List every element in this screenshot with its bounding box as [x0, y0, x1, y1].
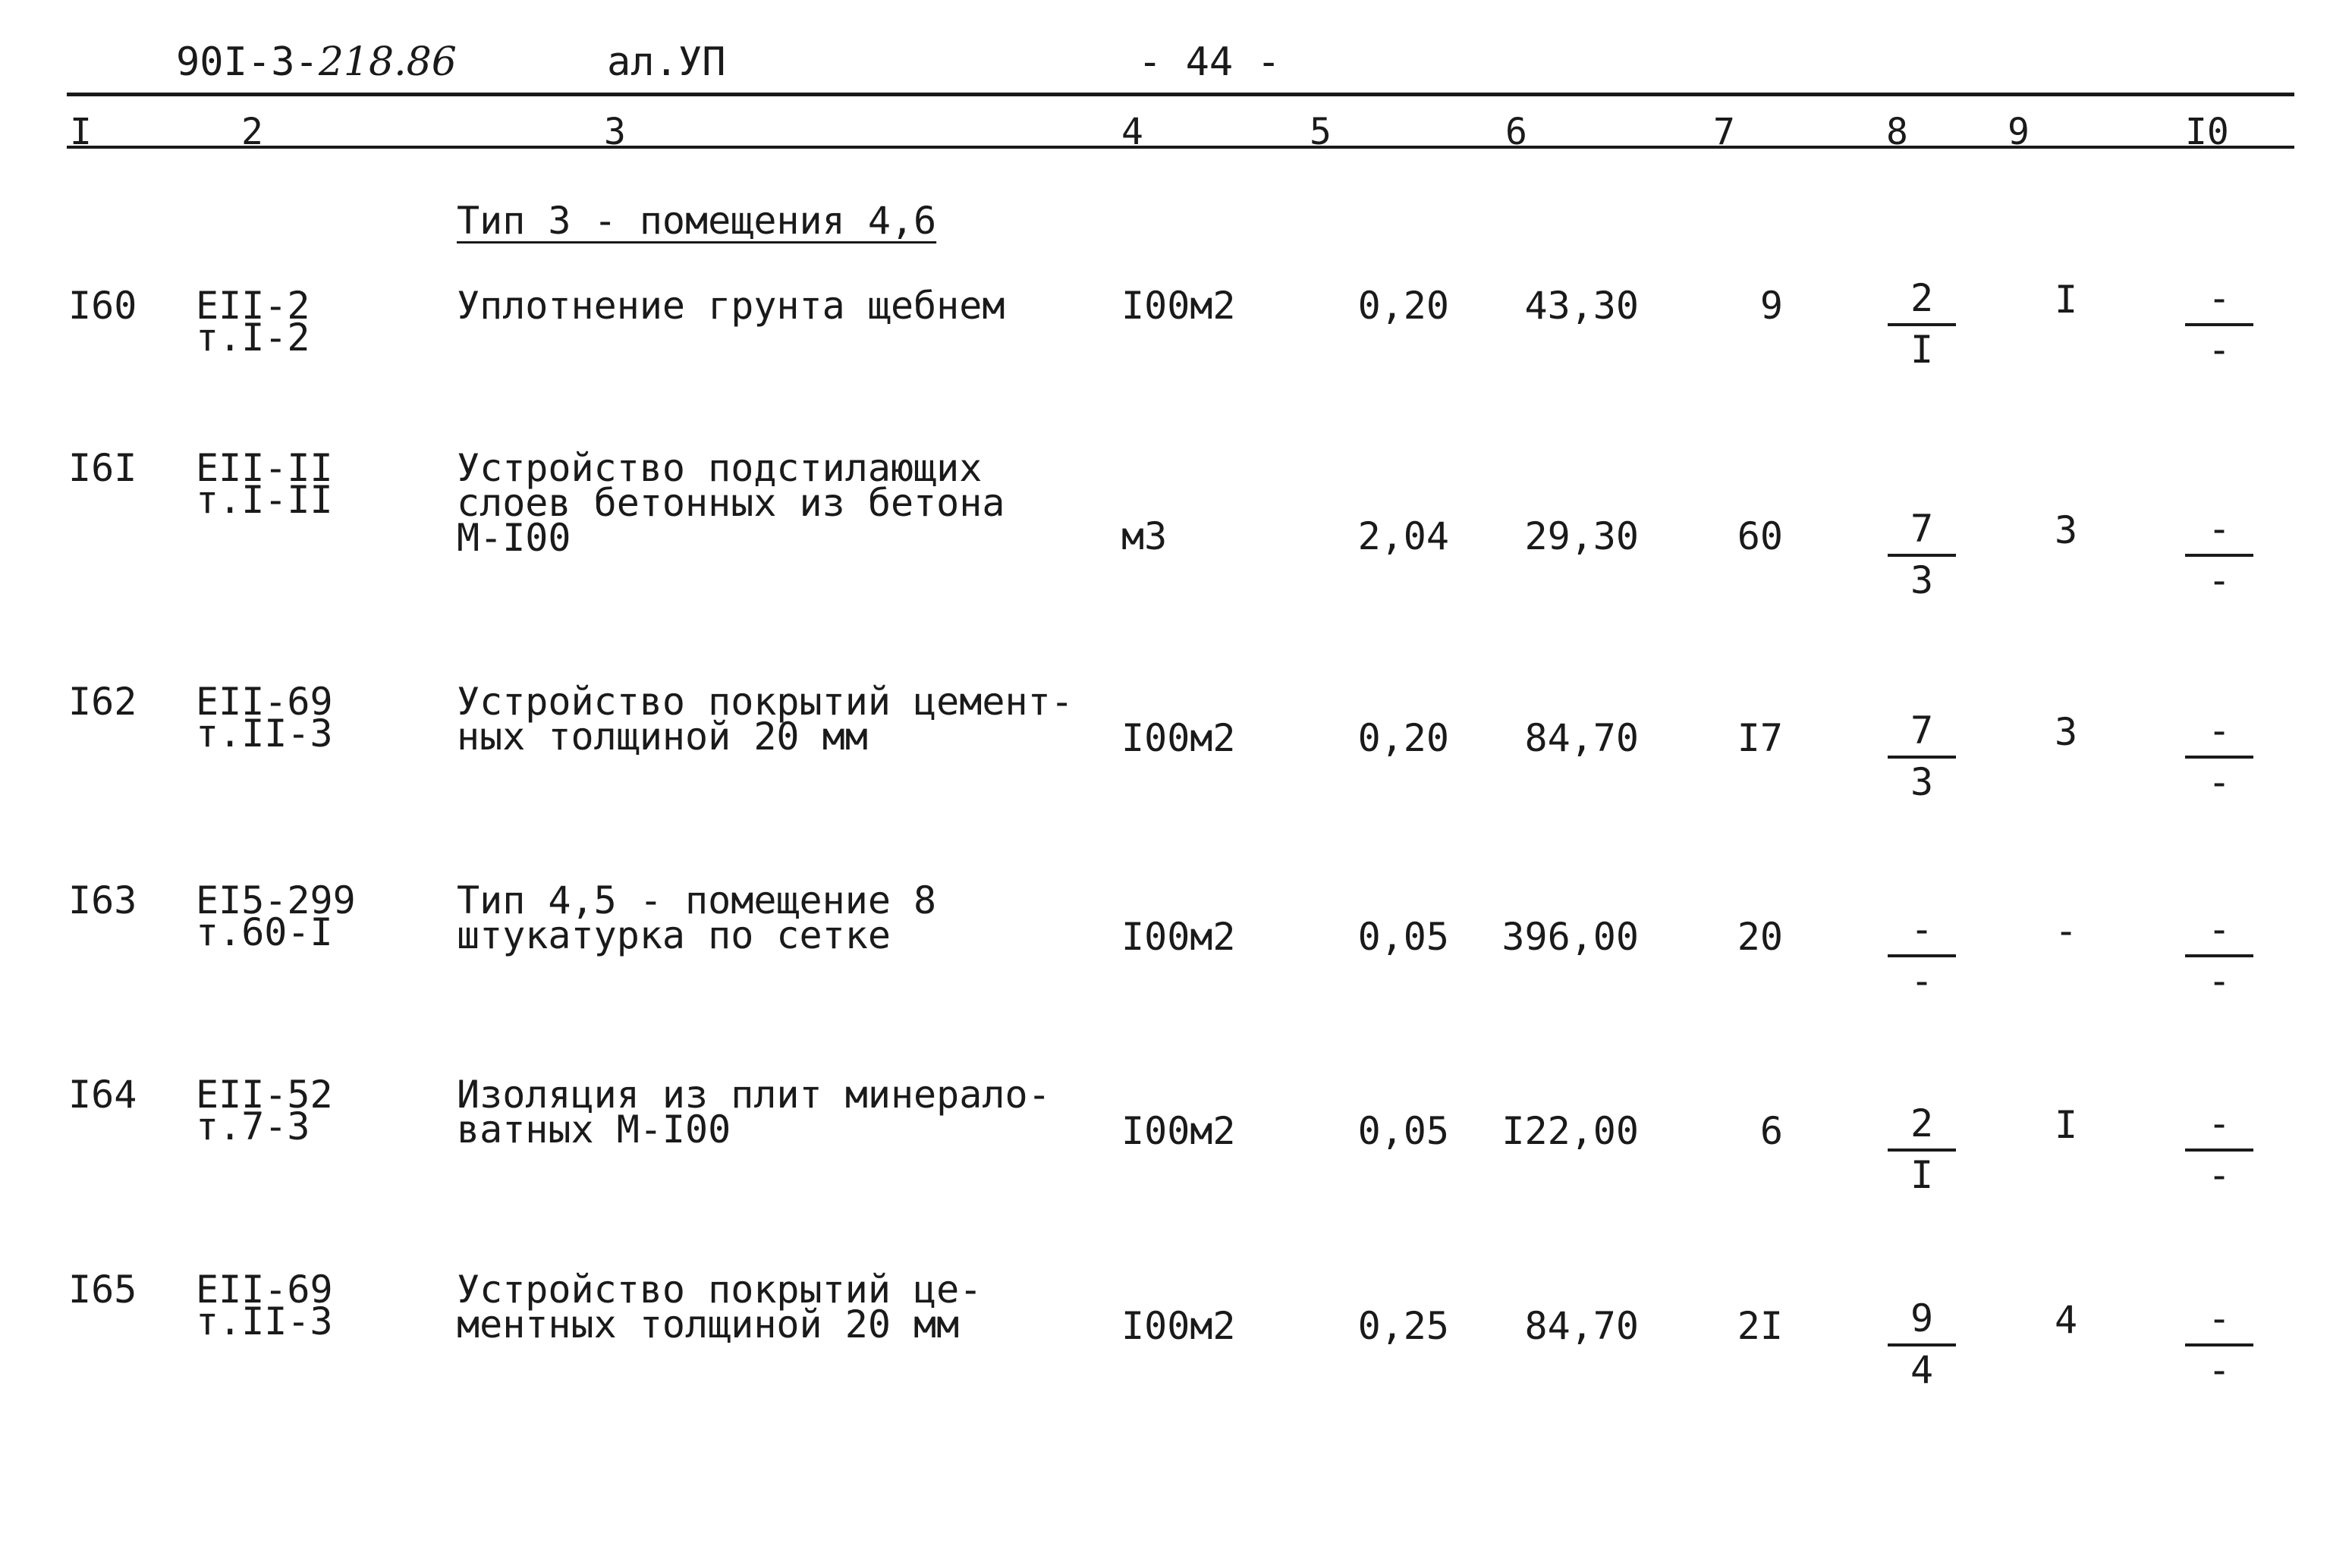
unit-price: I22,00 — [1501, 1109, 1639, 1153]
column-number-8: 8 — [1886, 111, 1908, 153]
fraction-denominator: 4 — [1910, 1348, 1934, 1392]
column-number-3: 3 — [604, 111, 626, 153]
column-9-value: - — [2055, 909, 2078, 953]
column-7-value: 9 — [1759, 284, 1783, 328]
fraction-bar — [1888, 1149, 1956, 1152]
unit-price: 43,30 — [1524, 284, 1639, 328]
column-8-fraction — [1888, 507, 1956, 602]
unit-of-measure: м3 — [1121, 514, 1168, 558]
column-9-value: I — [2055, 278, 2078, 322]
header-bottom-rule — [67, 146, 2294, 149]
fraction-numerator: 2 — [1910, 276, 1934, 320]
unit-of-measure: I00м2 — [1121, 1109, 1236, 1153]
work-description-line: слоев бетонных из бетона — [457, 481, 1005, 525]
quantity: 0,05 — [1357, 1109, 1449, 1153]
rate-code: EII-52 — [196, 1073, 333, 1117]
column-number-10: I0 — [2185, 111, 2229, 153]
column-7-value: 60 — [1737, 514, 1783, 558]
rate-table-ref: т.7-3 — [196, 1105, 310, 1149]
work-description-line: Устройство покрытий цемент- — [457, 680, 1074, 724]
unit-price: 29,30 — [1524, 514, 1639, 558]
unit-of-measure: I00м2 — [1121, 915, 1236, 959]
work-description-line: Устройство подстилающих — [457, 446, 983, 490]
unit-of-measure: I00м2 — [1121, 284, 1236, 328]
work-description-line: ватных М-I00 — [457, 1108, 731, 1152]
rate-code: EII-69 — [196, 1268, 333, 1312]
fraction-numerator: 2 — [1910, 1101, 1934, 1145]
column-10-fraction — [2185, 276, 2253, 372]
column-9-value: 4 — [2055, 1298, 2078, 1342]
quantity: 0,05 — [1357, 915, 1449, 959]
fraction-numerator: - — [2207, 709, 2231, 753]
unit-price: 84,70 — [1524, 1304, 1639, 1348]
column-9-value: 3 — [2055, 710, 2078, 754]
work-description-line: ных толщиной 20 мм — [457, 715, 868, 759]
column-number-4: 4 — [1121, 111, 1143, 153]
column-10-fraction — [2185, 709, 2253, 804]
column-8-fraction — [1888, 1296, 1956, 1392]
fraction-numerator: - — [2207, 276, 2231, 320]
fraction-bar — [1888, 554, 1956, 557]
column-8-fraction — [1888, 907, 1956, 1003]
column-number-1: I — [70, 111, 92, 153]
fraction-denominator: - — [2207, 1153, 2231, 1197]
fraction-denominator: - — [2207, 558, 2231, 602]
column-8-fraction — [1888, 1101, 1956, 1197]
fraction-numerator: - — [2207, 507, 2231, 551]
fraction-numerator: - — [2207, 1101, 2231, 1145]
rate-table-ref: т.I-2 — [196, 316, 310, 360]
row-number: I65 — [68, 1268, 137, 1312]
quantity: 0,25 — [1357, 1304, 1449, 1348]
work-description-line: Устройство покрытий це- — [457, 1268, 983, 1312]
fraction-bar — [1888, 756, 1956, 759]
header-top-rule — [67, 93, 2294, 96]
row-number: I60 — [68, 284, 137, 328]
work-description-line: ментных толщиной 20 мм — [457, 1302, 960, 1346]
column-10-fraction — [2185, 507, 2253, 602]
fraction-numerator: 7 — [1910, 709, 1934, 753]
work-description-line: Тип 4,5 - помещение 8 — [457, 878, 937, 922]
fraction-bar — [1888, 1343, 1956, 1346]
rate-table-ref: т.60-I — [196, 910, 333, 954]
work-description-line: Уплотнение грунта щебнем — [457, 284, 1005, 328]
rate-table-ref: т.II-3 — [196, 712, 333, 756]
quantity: 2,04 — [1357, 514, 1449, 558]
fraction-denominator: - — [2207, 328, 2231, 372]
column-10-fraction — [2185, 1101, 2253, 1197]
unit-price: 84,70 — [1524, 716, 1639, 760]
fraction-bar — [2185, 1149, 2253, 1152]
work-description-line: М-I00 — [457, 516, 571, 560]
fraction-bar — [2185, 954, 2253, 957]
column-10-fraction — [2185, 1296, 2253, 1392]
row-number: I64 — [68, 1073, 137, 1117]
column-number-5: 5 — [1310, 111, 1332, 153]
document-code — [176, 39, 457, 85]
row-number: I62 — [68, 680, 137, 724]
fraction-numerator: - — [2207, 1296, 2231, 1340]
fraction-denominator: - — [2207, 1348, 2231, 1392]
fraction-denominator: - — [2207, 760, 2231, 804]
row-number: I63 — [68, 878, 137, 922]
rate-code: EI5-299 — [196, 878, 356, 922]
column-9-value: I — [2055, 1103, 2078, 1147]
rate-table-ref: т.I-II — [196, 478, 333, 522]
section-title: Тип 3 - помещения 4,6 — [457, 199, 937, 243]
column-9-value: 3 — [2055, 508, 2078, 552]
rate-table-ref: т.II-3 — [196, 1299, 333, 1343]
quantity: 0,20 — [1357, 716, 1449, 760]
column-number-2: 2 — [241, 111, 263, 153]
fraction-bar — [2185, 554, 2253, 557]
fraction-denominator: I — [1910, 1153, 1934, 1197]
rate-code: EII-2 — [196, 284, 310, 328]
document-code-printed: 90I-3- — [176, 39, 319, 85]
fraction-numerator: 7 — [1910, 507, 1934, 551]
fraction-denominator: 3 — [1910, 760, 1934, 804]
fraction-bar — [2185, 756, 2253, 759]
column-number-7: 7 — [1713, 111, 1735, 153]
unit-of-measure: I00м2 — [1121, 1304, 1236, 1348]
quantity: 0,20 — [1357, 284, 1449, 328]
work-description-line: штукатурка по сетке — [457, 913, 891, 957]
rate-code: EII-II — [196, 446, 333, 490]
column-7-value: 20 — [1737, 915, 1783, 959]
column-8-fraction — [1888, 276, 1956, 372]
album-label: ал.УП — [607, 39, 726, 85]
fraction-numerator: - — [2207, 907, 2231, 951]
fraction-denominator: - — [1910, 959, 1934, 1003]
row-number: I6I — [68, 446, 137, 490]
fraction-denominator: I — [1910, 328, 1934, 372]
fraction-numerator: - — [1910, 907, 1934, 951]
page-number: - 44 - — [1138, 39, 1281, 85]
column-8-fraction — [1888, 709, 1956, 804]
fraction-bar — [1888, 954, 1956, 957]
document-code-handwritten: 218.86 — [318, 39, 457, 85]
unit-of-measure: I00м2 — [1121, 716, 1236, 760]
fraction-bar — [1888, 323, 1956, 326]
fraction-denominator: 3 — [1910, 558, 1934, 602]
work-description-line: Изоляция из плит минерало- — [457, 1073, 1051, 1117]
fraction-bar — [2185, 1343, 2253, 1346]
fraction-bar — [2185, 323, 2253, 326]
column-7-value: I7 — [1737, 716, 1783, 760]
fraction-denominator: - — [2207, 959, 2231, 1003]
fraction-numerator: 9 — [1910, 1296, 1934, 1340]
rate-code: EII-69 — [196, 680, 333, 724]
column-7-value: 2I — [1737, 1304, 1783, 1348]
unit-price: 396,00 — [1501, 915, 1639, 959]
column-10-fraction — [2185, 907, 2253, 1003]
column-7-value: 6 — [1759, 1109, 1783, 1153]
column-number-6: 6 — [1505, 111, 1527, 153]
column-number-9: 9 — [2008, 111, 2030, 153]
